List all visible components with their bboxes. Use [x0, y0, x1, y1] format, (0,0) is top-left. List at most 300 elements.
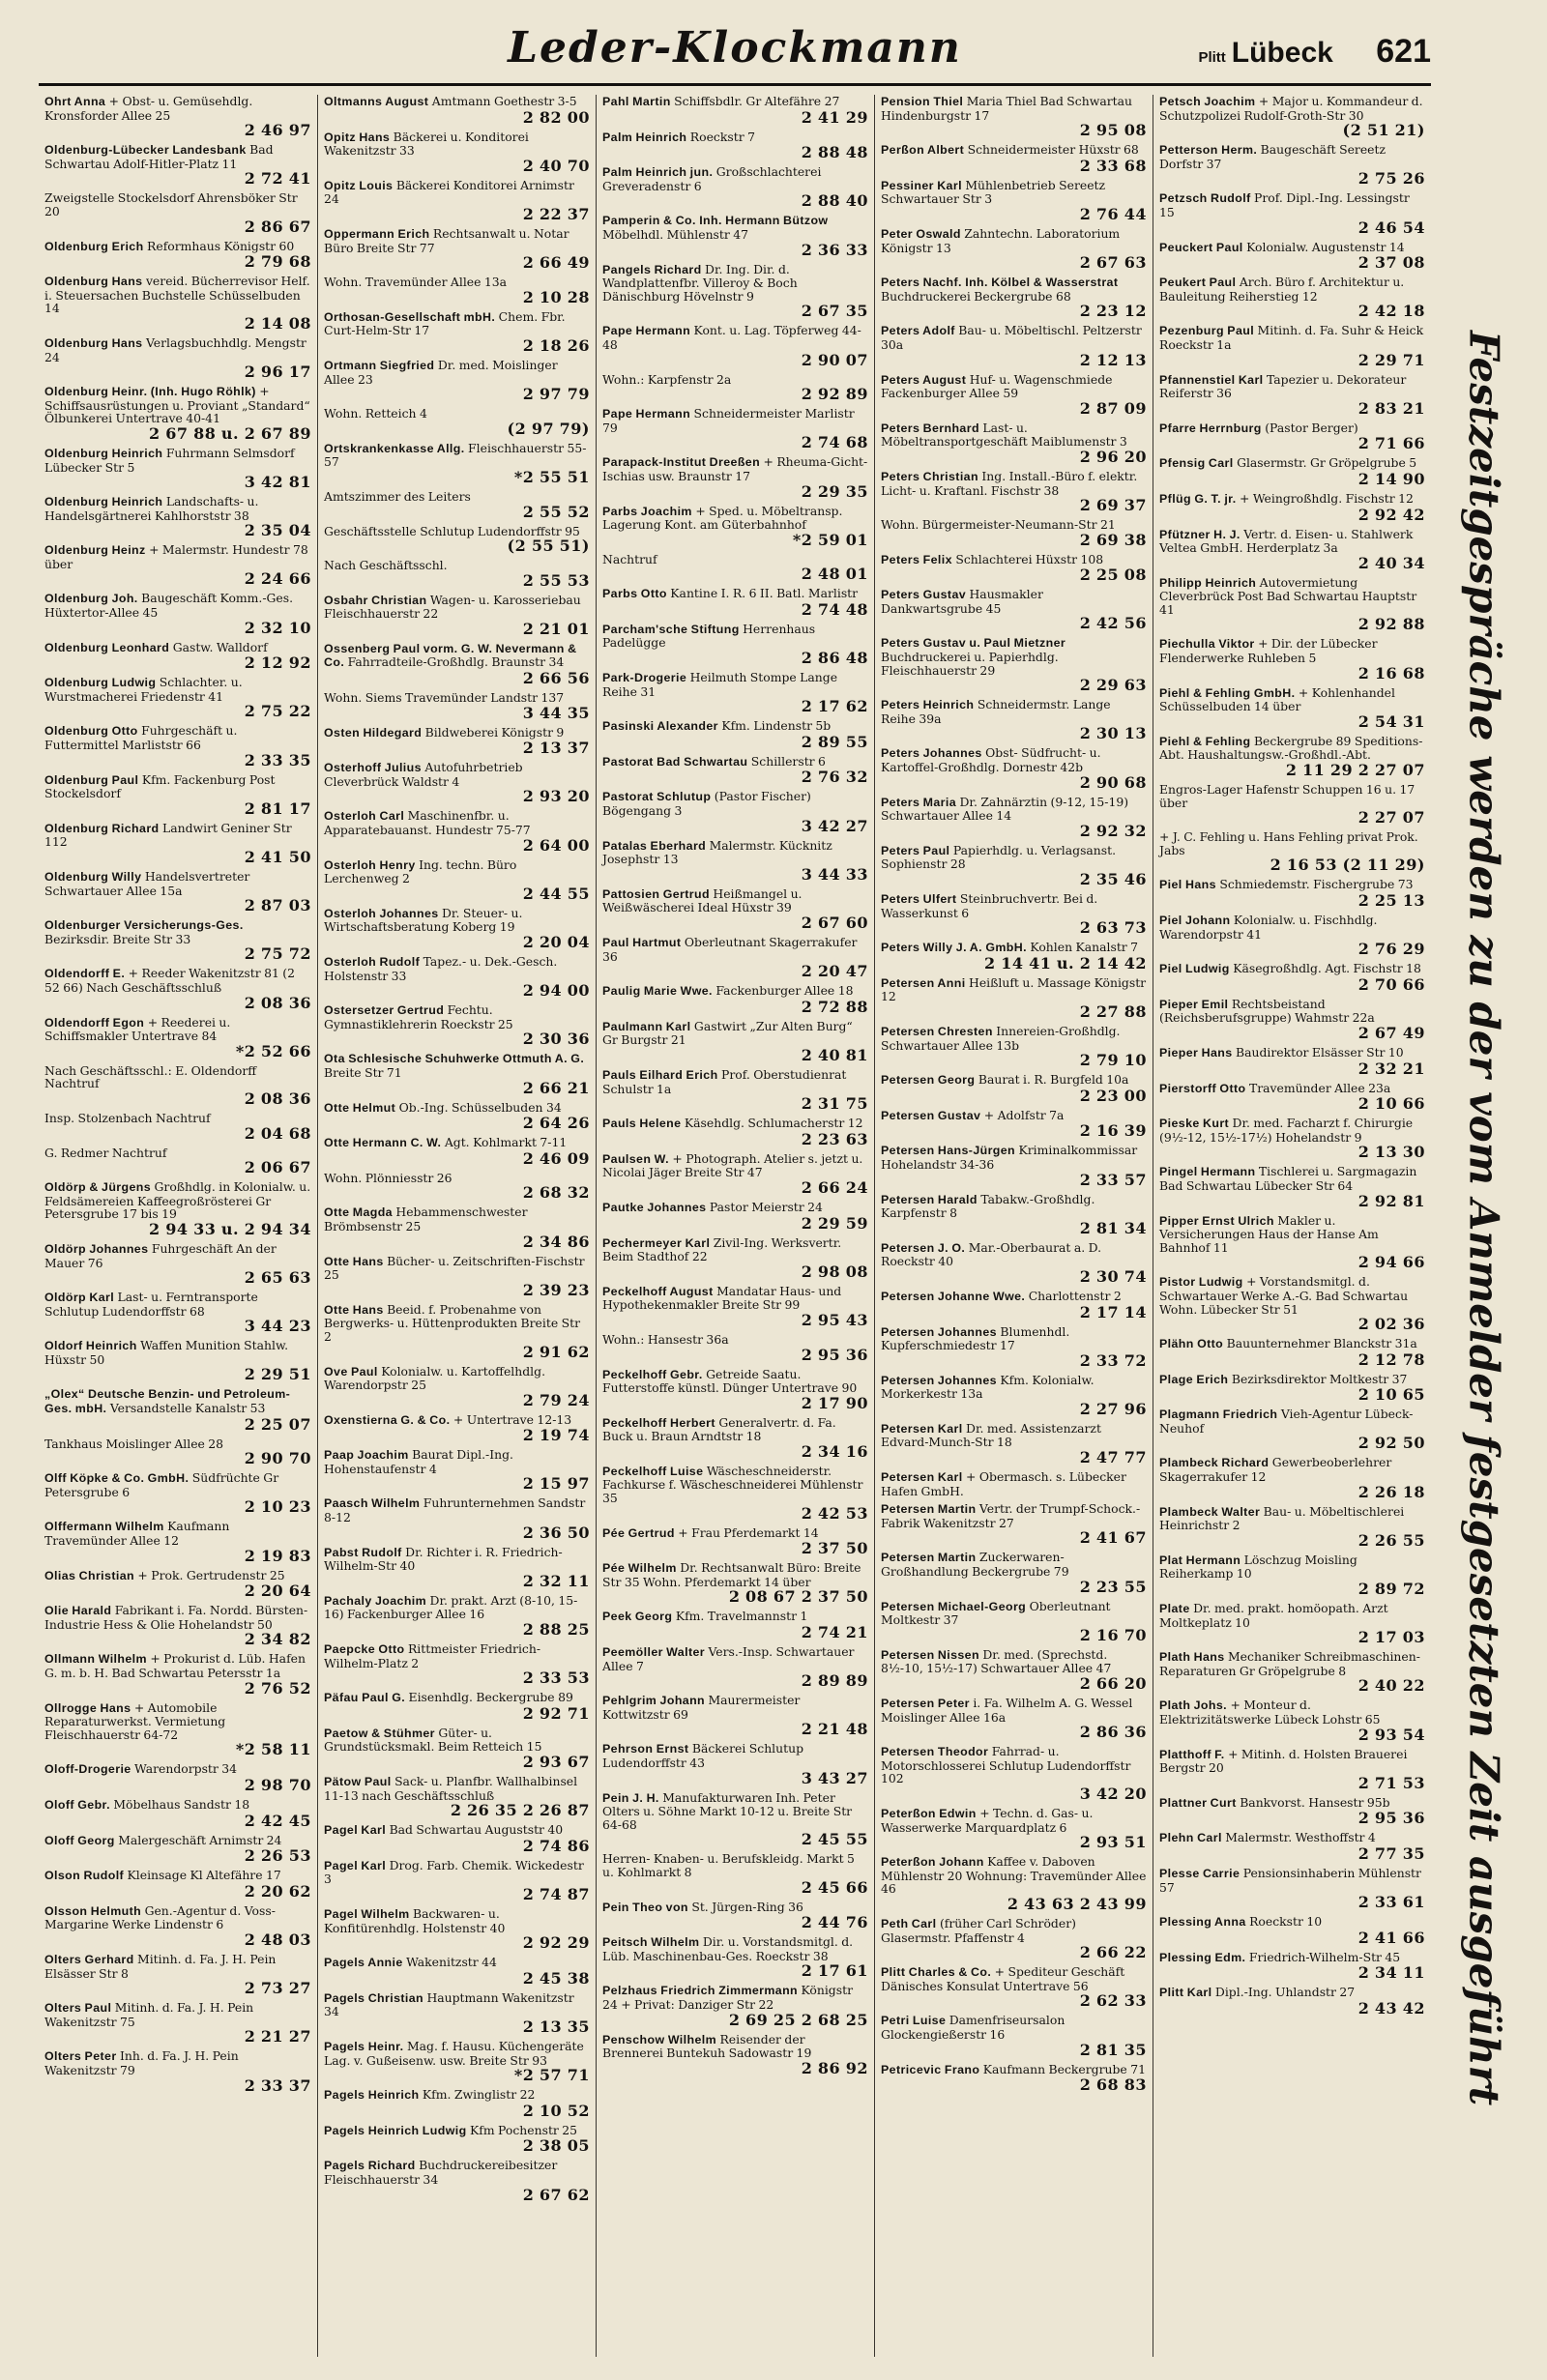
- directory-entry: [44, 1016, 311, 1059]
- entry-phone: 2 93 67: [522, 1753, 590, 1771]
- entry-details: Rechtsanwalt u. Notar Büro Breite Str 77: [324, 225, 569, 255]
- entry-details: Bezirksdir. Breite Str 33: [44, 931, 191, 946]
- entry-phone: 2 48 01: [801, 565, 868, 584]
- entry-details: + Kohlenhandel Schüsselbuden 14 über: [1159, 684, 1395, 714]
- directory-columns: [39, 95, 1431, 2357]
- entry-details: Wohn. Siems Travemünder Landstr 137: [324, 690, 565, 706]
- city-label: [1198, 37, 1332, 69]
- entry-phone: *2 52 66: [235, 1041, 311, 1060]
- entry-name: Plambeck Richard: [1159, 1456, 1270, 1470]
- directory-entry: [44, 543, 311, 587]
- brand-logo: Leder-Klockmann: [508, 23, 962, 73]
- entry-phone: 2 10 28: [522, 287, 590, 306]
- entry-details: Inh. d. Fa. J. H. Pein Wakenitzstr 79: [44, 2048, 239, 2077]
- entry-name: Osterloh Rudolf: [324, 955, 421, 969]
- entry-details: Dir. u. Vorstandsmitgl. d. Lüb. Maschinenbau-Ges. Roeckstr 38: [602, 1934, 854, 1963]
- directory-entry: [602, 165, 868, 209]
- entry-name: Ostersetzer Gertrud: [324, 1003, 445, 1018]
- directory-entry: [602, 1152, 868, 1196]
- directory-entry: [602, 587, 868, 618]
- directory-entry: [1159, 576, 1425, 633]
- entry-name: Petersen Johannes: [881, 1324, 997, 1339]
- entry-name: Pagels Annie: [324, 1956, 403, 1970]
- directory-entry: [602, 1416, 868, 1460]
- entry-name: Petri Luise: [881, 2014, 947, 2028]
- entry-phone: 2 69 25 2 68 25: [728, 2010, 868, 2029]
- entry-details: Gastwirt „Zur Alten Burg“ Gr Burgstr 21: [602, 1018, 853, 1048]
- entry-name: Petersen Nissen: [881, 1647, 979, 1662]
- entry-name: Petersen Michael-Georg: [881, 1599, 1027, 1613]
- entry-name: Paulmann Karl: [602, 1019, 691, 1033]
- directory-entry: [881, 373, 1147, 417]
- entry-details: Kaffee v. Daboven Mühlenstr 20 Wohnung: Travemünder Allee 46: [881, 1854, 1147, 1897]
- entry-name: Paulsen W.: [602, 1151, 669, 1166]
- entry-details: Schneidermeister Hüxstr 68: [967, 142, 1139, 158]
- directory-entry: [602, 1984, 868, 2027]
- entry-details: Maurermeister Kottwitzstr 69: [602, 1693, 801, 1722]
- directory-entry: [881, 179, 1147, 222]
- directory-entry: [44, 336, 311, 380]
- entry-name: Petersen Hans-Jürgen: [881, 1144, 1016, 1158]
- entry-phone: 2 26 18: [1357, 1482, 1425, 1501]
- entry-name: Opitz Hans: [324, 130, 391, 144]
- entry-name: Peters August: [881, 372, 967, 387]
- entry-name: Paul Hartmut: [602, 936, 682, 949]
- entry-name: Parcham'sche Stiftung: [602, 622, 740, 636]
- entry-phone: 2 16 70: [1079, 1625, 1147, 1644]
- entry-phone: 2 75 26: [1357, 169, 1425, 189]
- entry-details: Bücher- u. Zeitschriften-Fischstr 25: [324, 1253, 585, 1283]
- directory-entry: [324, 858, 590, 902]
- directory-entry: [1159, 1650, 1425, 1694]
- entry-name: Peemöller Walter: [602, 1645, 705, 1660]
- entry-details: + Obermasch. s. Lübecker Hafen GmbH.: [881, 1469, 1126, 1498]
- entry-name: Otte Hermann C. W.: [324, 1136, 442, 1150]
- directory-entry: [1159, 324, 1425, 367]
- entry-name: Oldenburg Hans: [44, 275, 143, 289]
- entry-phone: 2 76 29: [1357, 940, 1425, 959]
- directory-entry: [1159, 1165, 1425, 1208]
- directory-entry: [881, 518, 1147, 548]
- entry-details: Eisenhdlg. Beckergrube 89: [408, 1690, 573, 1705]
- entry-name: Olff Köpke & Co. GmbH.: [44, 1471, 190, 1486]
- entry-phone: 2 12 92: [244, 653, 311, 673]
- entry-phone: (2 51 21): [1342, 121, 1425, 140]
- entry-phone: 2 23 63: [801, 1129, 868, 1148]
- entry-phone: 2 25 13: [1357, 891, 1425, 910]
- entry-name: Parbs Otto: [602, 587, 667, 601]
- entry-name: Peckelhoff Gebr.: [602, 1367, 703, 1381]
- entry-details: Herrenhaus Padelügge: [602, 621, 816, 651]
- entry-name: Plattner Curt: [1159, 1795, 1237, 1810]
- entry-details: Bau- u. Möbeltischlerei Heinrichstr 2: [1159, 1503, 1405, 1533]
- entry-details: vereid. Bücherrevisor Helf. i. Steuersachen Buchstelle Schüsselbuden 14: [44, 274, 310, 316]
- entry-details: Schillerstr 6: [750, 753, 826, 769]
- directory-entry: [881, 276, 1147, 319]
- entry-details: Fleischhauerstr 55-57: [324, 440, 587, 470]
- entry-name: Plähn Otto: [1159, 1337, 1224, 1351]
- entry-name: Oldenburg Heinrich: [44, 446, 163, 460]
- directory-entry: [881, 1290, 1147, 1321]
- entry-details: + Major u. Kommandeur d. Schutzpolizei Rudolf-Groth-Str 30: [1159, 95, 1423, 123]
- entry-phone: 2 68 32: [522, 1183, 590, 1203]
- entry-details: Reisender der Brennerei Buntekuh Sadowastr 19: [602, 2031, 812, 2061]
- entry-name: Opitz Louis: [324, 178, 394, 192]
- entry-phone: 2 81 17: [244, 798, 311, 818]
- directory-entry: [1159, 1986, 1425, 2017]
- entry-phone: 2 13 35: [522, 2017, 590, 2036]
- entry-details: Schneidermeister Marlistr 79: [602, 406, 855, 435]
- entry-phone: 2 86 48: [801, 649, 868, 668]
- entry-details: Amtmann Goethestr 3-5: [431, 95, 577, 108]
- entry-name: Otte Hans: [324, 1254, 384, 1268]
- entry-details: Rittmeister Friedrich-Wilhelm-Platz 2: [324, 1641, 541, 1670]
- entry-details: Prof. Dipl.-Ing. Lessingstr 15: [1159, 190, 1410, 219]
- entry-details: Mag. f. Hausu. Küchengeräte Lag. v. Gußeisenw. usw. Breite Str 93: [324, 2038, 584, 2068]
- entry-details: + Frau Pferdemarkt 14: [678, 1524, 819, 1540]
- entry-details: Kfm. Lindenstr 5b: [721, 718, 832, 734]
- entry-details: + Dir. der Lübecker Flenderwerke Ruhleben 5: [1159, 636, 1378, 666]
- directory-entry: [324, 1691, 590, 1722]
- entry-details: i. Fa. Wilhelm A. G. Wessel Moislinger Allee 16a: [881, 1696, 1133, 1725]
- entry-details: Dr. Richter i. R. Friedrich-Wilhelm-Str 40: [324, 1544, 563, 1574]
- entry-phone: 2 98 08: [801, 1262, 868, 1281]
- entry-phone: 2 76 44: [1079, 204, 1147, 223]
- entry-details: Versandstelle Kanalstr 53: [109, 1401, 266, 1416]
- entry-details: Maschinenfbr. u. Apparatebauanst. Hundestr 75-77: [324, 808, 531, 838]
- entry-phone: 2 40 70: [522, 156, 590, 175]
- directory-entry: [881, 421, 1147, 465]
- directory-entry: [44, 1387, 311, 1432]
- entry-name: Olters Peter: [44, 2049, 117, 2064]
- directory-entry: [324, 594, 590, 637]
- directory-entry: [44, 495, 311, 538]
- entry-details: Dr. med. Facharzt f. Chirurgie (9½-12, 15½-17½) Hohelandstr 9: [1159, 1116, 1414, 1145]
- entry-details: + Reederei u. Schiffsmakler Untertrave 84: [44, 1014, 231, 1044]
- entry-phone: 2 20 47: [801, 962, 868, 981]
- entry-name: Peters Paul: [881, 843, 950, 857]
- entry-phone: 2 16 68: [1357, 663, 1425, 682]
- entry-name: Pasinski Alexander: [602, 719, 718, 734]
- entry-details: Mitinh. d. Fa. J. H. Pein Wakenitzstr 75: [44, 2000, 254, 2029]
- entry-details: + J. C. Fehling u. Hans Fehling privat Prok. Jabs: [1159, 829, 1418, 857]
- entry-phone: 2 75 22: [244, 702, 311, 721]
- entry-phone: (2 55 51): [507, 537, 590, 556]
- entry-phone: 2 64 26: [522, 1114, 590, 1133]
- entry-phone: 2 30 74: [1079, 1266, 1147, 1286]
- directory-entry: [324, 1823, 590, 1854]
- directory-entry: [881, 1917, 1147, 1960]
- entry-name: Oldenburg Hans: [44, 335, 143, 350]
- entry-details: Hauptmann Wakenitzstr 34: [324, 1989, 574, 2019]
- entry-name: Oldörp Karl: [44, 1291, 115, 1305]
- directory-entry: [881, 1073, 1147, 1104]
- directory-entry: [44, 676, 311, 719]
- directory-entry: [1159, 528, 1425, 571]
- directory-entry: [602, 95, 868, 126]
- entry-name: Pagels Heinrich Ludwig: [324, 2123, 467, 2137]
- entry-phone: 2 35 04: [244, 521, 311, 540]
- entry-details: Maria Thiel Bad Schwartau Hindenburgstr 17: [881, 95, 1132, 123]
- directory-entry: [602, 1068, 868, 1112]
- entry-name: Peters Maria: [881, 795, 956, 809]
- entry-phone: 2 66 24: [801, 1177, 868, 1197]
- entry-details: Bauunternehmer Blanckstr 31a: [1226, 1336, 1417, 1351]
- entry-details: Fackenburger Allee 18: [715, 983, 854, 999]
- entry-name: Pangels Richard: [602, 262, 702, 276]
- entry-phone: 2 27 96: [1079, 1399, 1147, 1418]
- entry-details: Beeid. f. Probenahme von Bergwerks- u. Hüttenprodukten Breite Str 2: [324, 1301, 580, 1344]
- entry-name: Pagels Richard: [324, 2159, 416, 2173]
- entry-name: Plath Johs.: [1159, 1698, 1227, 1713]
- entry-details: Backwaren- u. Konfitürenhdlg. Holstenstr 40: [324, 1905, 506, 1935]
- entry-details: Herren- Knaben- u. Berufskleidg. Markt 5 u. Kohlmarkt 8: [602, 1851, 855, 1879]
- directory-entry: [1159, 1117, 1425, 1160]
- directory-entry: [1159, 191, 1425, 235]
- entry-details: Innereien-Großhdlg. Schwartauer Allee 13b: [881, 1023, 1121, 1053]
- entry-name: Piehl & Fehling: [1159, 734, 1251, 748]
- entry-phone: 2 95 08: [1079, 121, 1147, 140]
- entry-details: Zivil-Ing. Werksvertr. Beim Stadthof 22: [602, 1234, 842, 1264]
- entry-phone: 2 11 29 2 27 07: [1285, 761, 1425, 780]
- entry-name: Pagels Heinr.: [324, 2039, 404, 2053]
- entry-phone: 2 93 20: [522, 787, 590, 806]
- directory-entry: [1159, 735, 1425, 778]
- entry-details: Buchdruckerei Beckergrube 68: [881, 288, 1071, 304]
- entry-name: Petzsch Rudolf: [1159, 191, 1251, 206]
- directory-entry: [324, 2040, 590, 2083]
- entry-phone: 2 12 13: [1079, 350, 1147, 369]
- entry-details: Gastw. Walldorf: [172, 639, 268, 654]
- entry-name: Oldenburg Leonhard: [44, 640, 170, 654]
- directory-entry: [324, 1448, 590, 1492]
- entry-phone: 2 42 45: [244, 1811, 311, 1830]
- entry-details: Fahrradteile-Großhdlg. Braunstr 34: [347, 654, 565, 670]
- entry-phone: 2 17 90: [801, 1393, 868, 1412]
- entry-name: Peters Adolf: [881, 324, 955, 338]
- entry-details: Buchdruckerei u. Papierhdlg. Fleischhauerstr 29: [881, 650, 1059, 678]
- entry-phone: 2 29 59: [801, 1213, 868, 1233]
- entry-phone: 2 36 33: [801, 240, 868, 259]
- entry-phone: 2 91 62: [522, 1342, 590, 1361]
- entry-name: Pahl Martin: [602, 95, 671, 108]
- directory-entry: [324, 1546, 590, 1589]
- directory-entry: [1159, 456, 1425, 487]
- entry-name: Petersen Johannes: [881, 1373, 997, 1387]
- directory-entry: [602, 623, 868, 666]
- directory-entry: [44, 1652, 311, 1696]
- entry-phone: 2 94 00: [522, 981, 590, 1001]
- directory-entry: [324, 276, 590, 305]
- entry-details: + Sped. u. Möbeltransp. Lagerung Kont. am Güterbahnhof: [602, 503, 843, 533]
- entry-name: Olias Christian: [44, 1568, 134, 1582]
- directory-entry: [324, 691, 590, 721]
- entry-phone: 2 92 42: [1357, 505, 1425, 524]
- entry-details: Wakenitzstr 44: [406, 1955, 497, 1970]
- entry-details: + Rheuma-Gicht-Ischias usw. Braunstr 17: [602, 454, 868, 483]
- directory-entry: [1159, 962, 1425, 993]
- entry-details: Fuhrgeschäft An der Mauer 76: [44, 1240, 277, 1270]
- entry-name: Peters Ulfert: [881, 892, 957, 906]
- directory-entry: [881, 324, 1147, 367]
- entry-details: Bezirksdirektor Moltkestr 37: [1231, 1371, 1408, 1386]
- directory-entry: [44, 385, 311, 442]
- entry-name: Petersen Theodor: [881, 1745, 989, 1759]
- entry-name: „Olex“ Deutsche Benzin- und Petroleum-Ges. mbH.: [44, 1387, 291, 1416]
- page-meta: [1198, 33, 1431, 71]
- entry-details: Möbelhdl. Mühlenstr 47: [602, 226, 749, 242]
- entry-phone: 2 06 67: [244, 1158, 311, 1177]
- entry-phone: 2 98 70: [244, 1775, 311, 1794]
- entry-phone: 2 32 10: [244, 618, 311, 637]
- entry-phone: 2 62 33: [1079, 1991, 1147, 2011]
- directory-entry: [881, 470, 1147, 513]
- entry-name: Piel Johann: [1159, 914, 1231, 927]
- entry-name: Pagel Karl: [324, 1858, 387, 1872]
- entry-details: Rechtsbeistand (Reichsberufsgruppe) Wahmstr 22a: [1159, 996, 1375, 1026]
- entry-details: Mühlenbetrieb Sereetz Schwartauer Str 3: [881, 177, 1106, 207]
- entry-name: Orthosan-Gesellschaft mbH.: [324, 309, 496, 324]
- directory-entry: [44, 773, 311, 817]
- directory-entry: [44, 240, 311, 271]
- entry-name: Pehrson Ernst: [602, 1742, 689, 1756]
- entry-details: Oberleutnant Skagerrakufer 36: [602, 935, 858, 964]
- directory-entry: [881, 1193, 1147, 1236]
- directory-entry: [602, 1333, 868, 1363]
- directory-entry: [602, 755, 868, 786]
- entry-name: Pée Wilhelm: [602, 1561, 677, 1576]
- entry-name: Olsson Helmuth: [44, 1903, 142, 1918]
- entry-details: Kaufmann Beckergrube 71: [982, 2061, 1146, 2076]
- directory-entry: [324, 1859, 590, 1902]
- entry-phone: 3 42 20: [1079, 1784, 1147, 1803]
- directory-entry: [881, 1648, 1147, 1692]
- entry-phone: 2 79 10: [1079, 1051, 1147, 1070]
- directory-entry: [602, 1901, 868, 1931]
- directory-entry: [602, 455, 868, 499]
- directory-entry: [324, 95, 590, 126]
- entry-details: Friedrich-Wilhelm-Str 45: [1248, 1949, 1401, 1964]
- entry-phone: 2 90 68: [1079, 772, 1147, 792]
- entry-details: Kaufmann Travemünder Allee 12: [44, 1519, 230, 1549]
- directory-entry: [44, 592, 311, 635]
- entry-phone: 2 86 67: [244, 217, 311, 236]
- directory-entry: [881, 95, 1147, 138]
- entry-phone: 2 34 86: [522, 1232, 590, 1251]
- directory-entry: [1159, 1082, 1425, 1113]
- entry-phone: 2 17 61: [801, 1961, 868, 1981]
- entry-phone: 2 26 55: [1357, 1530, 1425, 1550]
- directory-entry: [602, 1117, 868, 1147]
- entry-name: Plage Erich: [1159, 1372, 1229, 1386]
- directory-entry: [881, 1144, 1147, 1187]
- entry-phone: 2 72 88: [801, 997, 868, 1016]
- directory-entry: [44, 95, 311, 138]
- directory-entry: [1159, 1553, 1425, 1597]
- entry-phone: 2 79 24: [522, 1390, 590, 1409]
- entry-phone: 2 96 17: [244, 363, 311, 382]
- directory-entry: [602, 407, 868, 450]
- entry-details: Landwirt Geniner Str 112: [44, 820, 292, 850]
- entry-phone: 2 46 54: [1357, 218, 1425, 237]
- entry-details: Schmiedemstr. Fischergrube 73: [1219, 877, 1414, 892]
- entry-details: Bau- u. Möbeltischl. Peltzerstr 30a: [881, 323, 1142, 352]
- entry-details: Zahntechn. Laboratorium Königstr 13: [881, 225, 1121, 255]
- sidebar-text: Festzeitgespräche werden zu der vom Anmelder festgesetzten Zeit ausgeführt: [1460, 330, 1508, 2106]
- directory-entry: [44, 1291, 311, 1334]
- entry-name: Pätow Paul: [324, 1775, 392, 1788]
- directory-entry: [44, 1953, 311, 1996]
- entry-details: Baurat i. R. Burgfeld 10a: [978, 1072, 1129, 1088]
- directory-entry: [881, 1745, 1147, 1802]
- entry-phone: 2 08 36: [244, 993, 311, 1012]
- entry-phone: 2 67 63: [1079, 253, 1147, 273]
- entry-details: Kolonialw. Augustenstr 14: [1246, 239, 1405, 254]
- directory-entry: [1159, 637, 1425, 681]
- entry-phone: 2 64 00: [522, 835, 590, 855]
- entry-details: Last- u. Möbeltransportgeschäft Maiblumenstr 3: [881, 420, 1127, 450]
- directory-entry: [44, 1437, 311, 1467]
- entry-details: Möbelhaus Sandstr 18: [113, 1796, 250, 1812]
- entry-details: Königstr 24 + Privat: Danziger Str 22: [602, 1983, 854, 2012]
- entry-details: + Malermstr. Hundestr 78 über: [44, 542, 308, 571]
- entry-phone: 2 89 55: [801, 732, 868, 751]
- entry-phone: *2 55 51: [513, 467, 590, 486]
- entry-name: Penschow Wilhelm: [602, 2032, 717, 2046]
- entry-details: Autofuhrbetrieb Cleverbrück Waldstr 4: [324, 760, 523, 789]
- directory-entry: [881, 1807, 1147, 1850]
- entry-name: Parbs Joachim: [602, 504, 692, 518]
- entry-details: Kfm. Fackenburg Post Stockelsdorf: [44, 771, 276, 801]
- entry-phone: 3 44 33: [801, 864, 868, 884]
- entry-phone: 2 42 18: [1357, 302, 1425, 321]
- entry-details: + Spediteur Geschäft Dänisches Konsulat Untertrave 56: [881, 1964, 1125, 1993]
- directory-entry: [881, 1600, 1147, 1643]
- entry-phone: (2 97 79): [507, 419, 590, 438]
- entry-name: Peters Heinrich: [881, 698, 975, 712]
- entry-name: Olie Harald: [44, 1604, 112, 1618]
- entry-details: Löschzug Moisling Reiherkamp 10: [1159, 1552, 1357, 1582]
- directory-entry: [44, 870, 311, 914]
- entry-name: Petterson Herm.: [1159, 143, 1258, 158]
- entry-details: Wohn. Retteich 4: [324, 406, 427, 421]
- directory-entry: [324, 1172, 590, 1202]
- entry-phone: 2 29 63: [1079, 676, 1147, 695]
- entry-name: Pein Theo von: [602, 1900, 688, 1914]
- entry-phone: 2 74 87: [522, 1884, 590, 1903]
- entry-details: Malermstr. Westhoffstr 4: [1225, 1830, 1376, 1845]
- entry-details: Ing. techn. Büro Lerchenweg 2: [324, 856, 517, 886]
- entry-details: Nach Geschäftsschl.: [324, 558, 448, 573]
- entry-phone: 2 25 08: [1079, 566, 1147, 585]
- entry-name: Peukert Paul: [1159, 276, 1237, 290]
- directory-entry: [1159, 1214, 1425, 1271]
- entry-phone: 2 23 55: [1079, 1577, 1147, 1596]
- entry-phone: 2 95 43: [801, 1310, 868, 1329]
- directory-entry: [881, 941, 1147, 972]
- entry-name: Petersen Johanne Wwe.: [881, 1289, 1026, 1303]
- entry-name: Pastorat Bad Schwartau: [602, 754, 748, 769]
- directory-entry: [602, 214, 868, 257]
- directory-entry: [881, 892, 1147, 936]
- entry-phone: 2 67 35: [801, 302, 868, 321]
- directory-entry: [44, 1762, 311, 1793]
- entry-phone: 2 10 66: [1357, 1094, 1425, 1114]
- entry-name: Plessing Anna: [1159, 1915, 1246, 1930]
- entry-phone: 2 93 54: [1357, 1725, 1425, 1744]
- entry-details: Dipl.-Ing. Uhlandstr 27: [1214, 1985, 1356, 2000]
- entry-phone: 2 71 66: [1357, 434, 1425, 453]
